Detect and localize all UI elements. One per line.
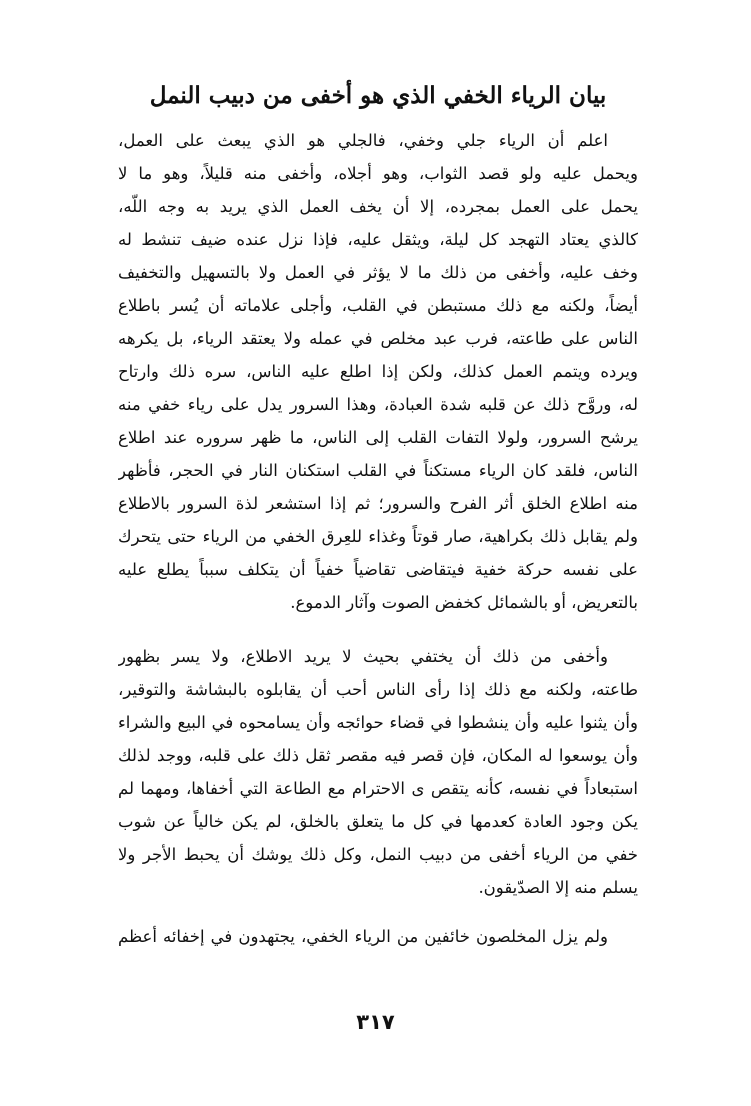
page-title: بيان الرياء الخفي الذي هو أخفى من دبيب النمل — [149, 82, 607, 109]
page-content — [118, 78, 638, 953]
text-line: ولم يقابل ذلك بكراهية، صار قوتاً وغذاء للعِرق الخفي من الرياء حتى يتحرك — [118, 527, 638, 546]
text-line: منه اطلاع الخلق أثر الفرح والسرور؛ ثم إذا استشعر لذة السرور بالاطلاع — [118, 494, 638, 513]
paragraph-1 — [118, 124, 638, 619]
text-line: طاعته، ولكنه مع ذلك إذا رأى الناس أحب أن يقابلوه بالبشاشة والتوقير، — [118, 680, 638, 699]
paragraph-2 — [118, 640, 638, 904]
text-line: يحمل على العمل بمجرده، إلا أن يخف العمل الذي يريد به وجه اللّه، — [118, 197, 638, 216]
text-line: كالذي يعتاد التهجد كل ليلة، ويثقل عليه، فإذا نزل عنده ضيف تنشط له — [118, 230, 638, 249]
text-line: ويرده ويتمم العمل كذلك، ولكن إذا اطلع عليه الناس، سره ذلك وارتاح — [118, 362, 638, 381]
text-line: ويحمل عليه ولو قصد الثواب، وهو أجلاه، وأخفى منه قليلاً، وهو ما لا — [118, 164, 638, 183]
text-line: يكن وجود العادة كعدمها في كل ما يتعلق بالخلق، لم يكن خالياً عن شوب — [118, 812, 638, 831]
text-line: استبعاداً في نفسه، كأنه يتقص ى الاحترام مع الطاعة التي أخفاها، ومهما لم — [118, 779, 638, 798]
text-line: على نفسه حركة خفية فيتقاضى تقاضياً خفياً أن يتكلف سبباً يطلع عليه — [118, 560, 638, 579]
text-line: الناس على طاعته، فرب عبد مخلص في عمله ولا يعتقد الرياء، بل يكرهه — [118, 329, 638, 348]
text-line: يرشح السرور، ولولا التفات القلب إلى الناس، ما ظهر سروره عند اطلاع — [118, 428, 638, 447]
text-line: أيضاً، ولكنه مع ذلك مستبطن في القلب، وأجلى علاماته أن يُسر باطلاع — [118, 296, 638, 315]
text-line: يسلم منه إلا الصدّيقون. — [478, 878, 638, 897]
text-line: ولم يزل المخلصون خائفين من الرياء الخفي، يجتهدون في إخفائه أعظم — [118, 927, 608, 946]
text-line: وأن يثنوا عليه وأن ينشطوا في قضاء حوائجه وأن يسامحوه في البيع والشراء — [118, 713, 638, 732]
page-number: ٣١٧ — [356, 1010, 395, 1034]
text-line: وأخفى من ذلك أن يختفي بحيث لا يريد الاطلاع، ولا يسر بظهور — [118, 647, 608, 666]
text-line: خفي من الرياء أخفى من دبيب النمل، وكل ذلك يوشك أن يحبط الأجر ولا — [118, 845, 638, 864]
text-line: الناس، فلقد كان الرياء مستكناً في القلب استكنان النار في الحجر، فأظهر — [118, 461, 638, 480]
text-line: وخف عليه، وأخفى من ذلك ما لا يؤثر في العمل ولا بالتسهيل والتخفيف — [118, 263, 638, 282]
text-line: له، وروَّح ذلك عن قلبه شدة العبادة، وهذا السرور يدل على رياء خفي منه — [118, 395, 638, 414]
text-line: وأن يوسعوا له المكان، فإن قصر فيه مقصر ثقل ذلك على قلبه، ووجد لذلك — [118, 746, 638, 765]
paragraph-3 — [118, 920, 638, 953]
text-line: بالتعريض، أو بالشمائل كخفض الصوت وآثار الدموع. — [290, 593, 638, 612]
text-line: اعلم أن الرياء جلي وخفي، فالجلي هو الذي يبعث على العمل، — [118, 131, 608, 150]
